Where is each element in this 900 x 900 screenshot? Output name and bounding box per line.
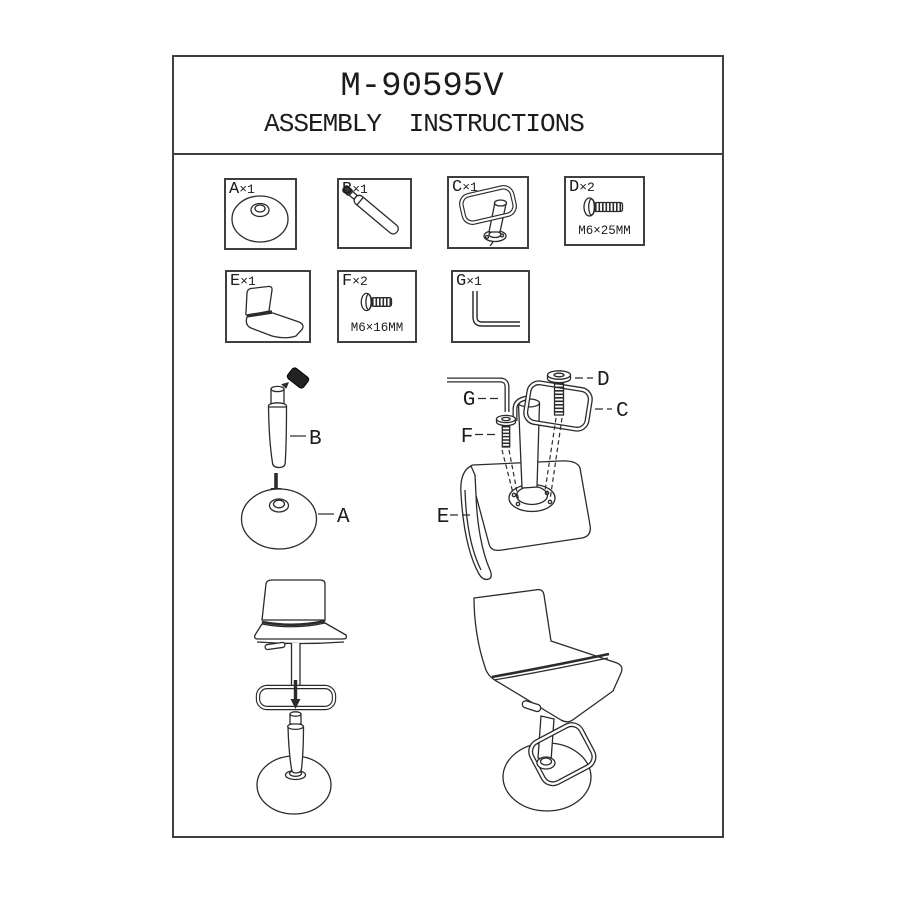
gas-lift-drawing [269, 386, 287, 467]
bolt-d-drawing [548, 371, 571, 415]
round-base-drawing [242, 489, 317, 549]
part-b-label [342, 180, 368, 199]
part-b-letter: B [342, 180, 353, 199]
diagram-pole-into-base [232, 362, 372, 567]
base-and-lift-drawing [257, 712, 331, 814]
model-number: M-90595V [340, 68, 504, 106]
part-d-label [569, 178, 595, 197]
part-box-d [564, 176, 645, 246]
part-f-letter: F [342, 272, 353, 291]
diagram-seat-assembly [427, 360, 637, 590]
part-g-count: ×1 [466, 274, 482, 289]
part-d-count: ×2 [579, 180, 595, 195]
column-drawing [519, 399, 540, 488]
part-a-label [229, 180, 255, 199]
part-a-count: ×1 [239, 182, 255, 197]
part-c-letter: C [452, 178, 463, 197]
bolt-f-drawing [497, 415, 516, 447]
sheet-header [174, 57, 722, 155]
callout-a: A [337, 506, 350, 529]
part-b-count: ×1 [352, 182, 368, 197]
sheet-frame [172, 55, 724, 838]
part-f-size: M6×16MM [350, 321, 404, 335]
part-e-letter: E [230, 272, 241, 291]
part-box-c [447, 176, 529, 249]
diagram-stool-front-view [230, 572, 365, 822]
part-f-count: ×2 [352, 274, 368, 289]
part-box-b [337, 178, 412, 249]
seat-back-drawing [474, 590, 622, 722]
callout-f: F [460, 426, 474, 449]
part-f-label [342, 272, 368, 291]
part-box-a [224, 178, 297, 250]
diagram-stool-perspective [440, 580, 635, 828]
part-e-label [230, 272, 256, 291]
seat-column-drawing [255, 580, 347, 687]
sheet-subtitle: ASSEMBLY INSTRUCTIONS [264, 109, 584, 139]
part-a-letter: A [229, 180, 240, 199]
allen-key-drawing [447, 380, 507, 412]
part-box-g [451, 270, 530, 343]
part-box-f [337, 270, 417, 343]
callout-b: B [309, 428, 322, 451]
part-g-label [456, 272, 482, 291]
callout-c: C [616, 400, 629, 423]
callout-d: D [597, 369, 610, 392]
callout-e: E [436, 506, 450, 529]
callout-g: G [462, 389, 476, 412]
part-box-e [225, 270, 311, 343]
part-e-count: ×1 [240, 274, 256, 289]
gas-lift-cap [286, 367, 310, 390]
part-d-size: M6×25MM [578, 224, 631, 238]
part-c-count: ×1 [462, 180, 478, 195]
part-d-letter: D [569, 178, 580, 197]
part-c-label [452, 178, 478, 197]
part-g-letter: G [456, 272, 467, 291]
